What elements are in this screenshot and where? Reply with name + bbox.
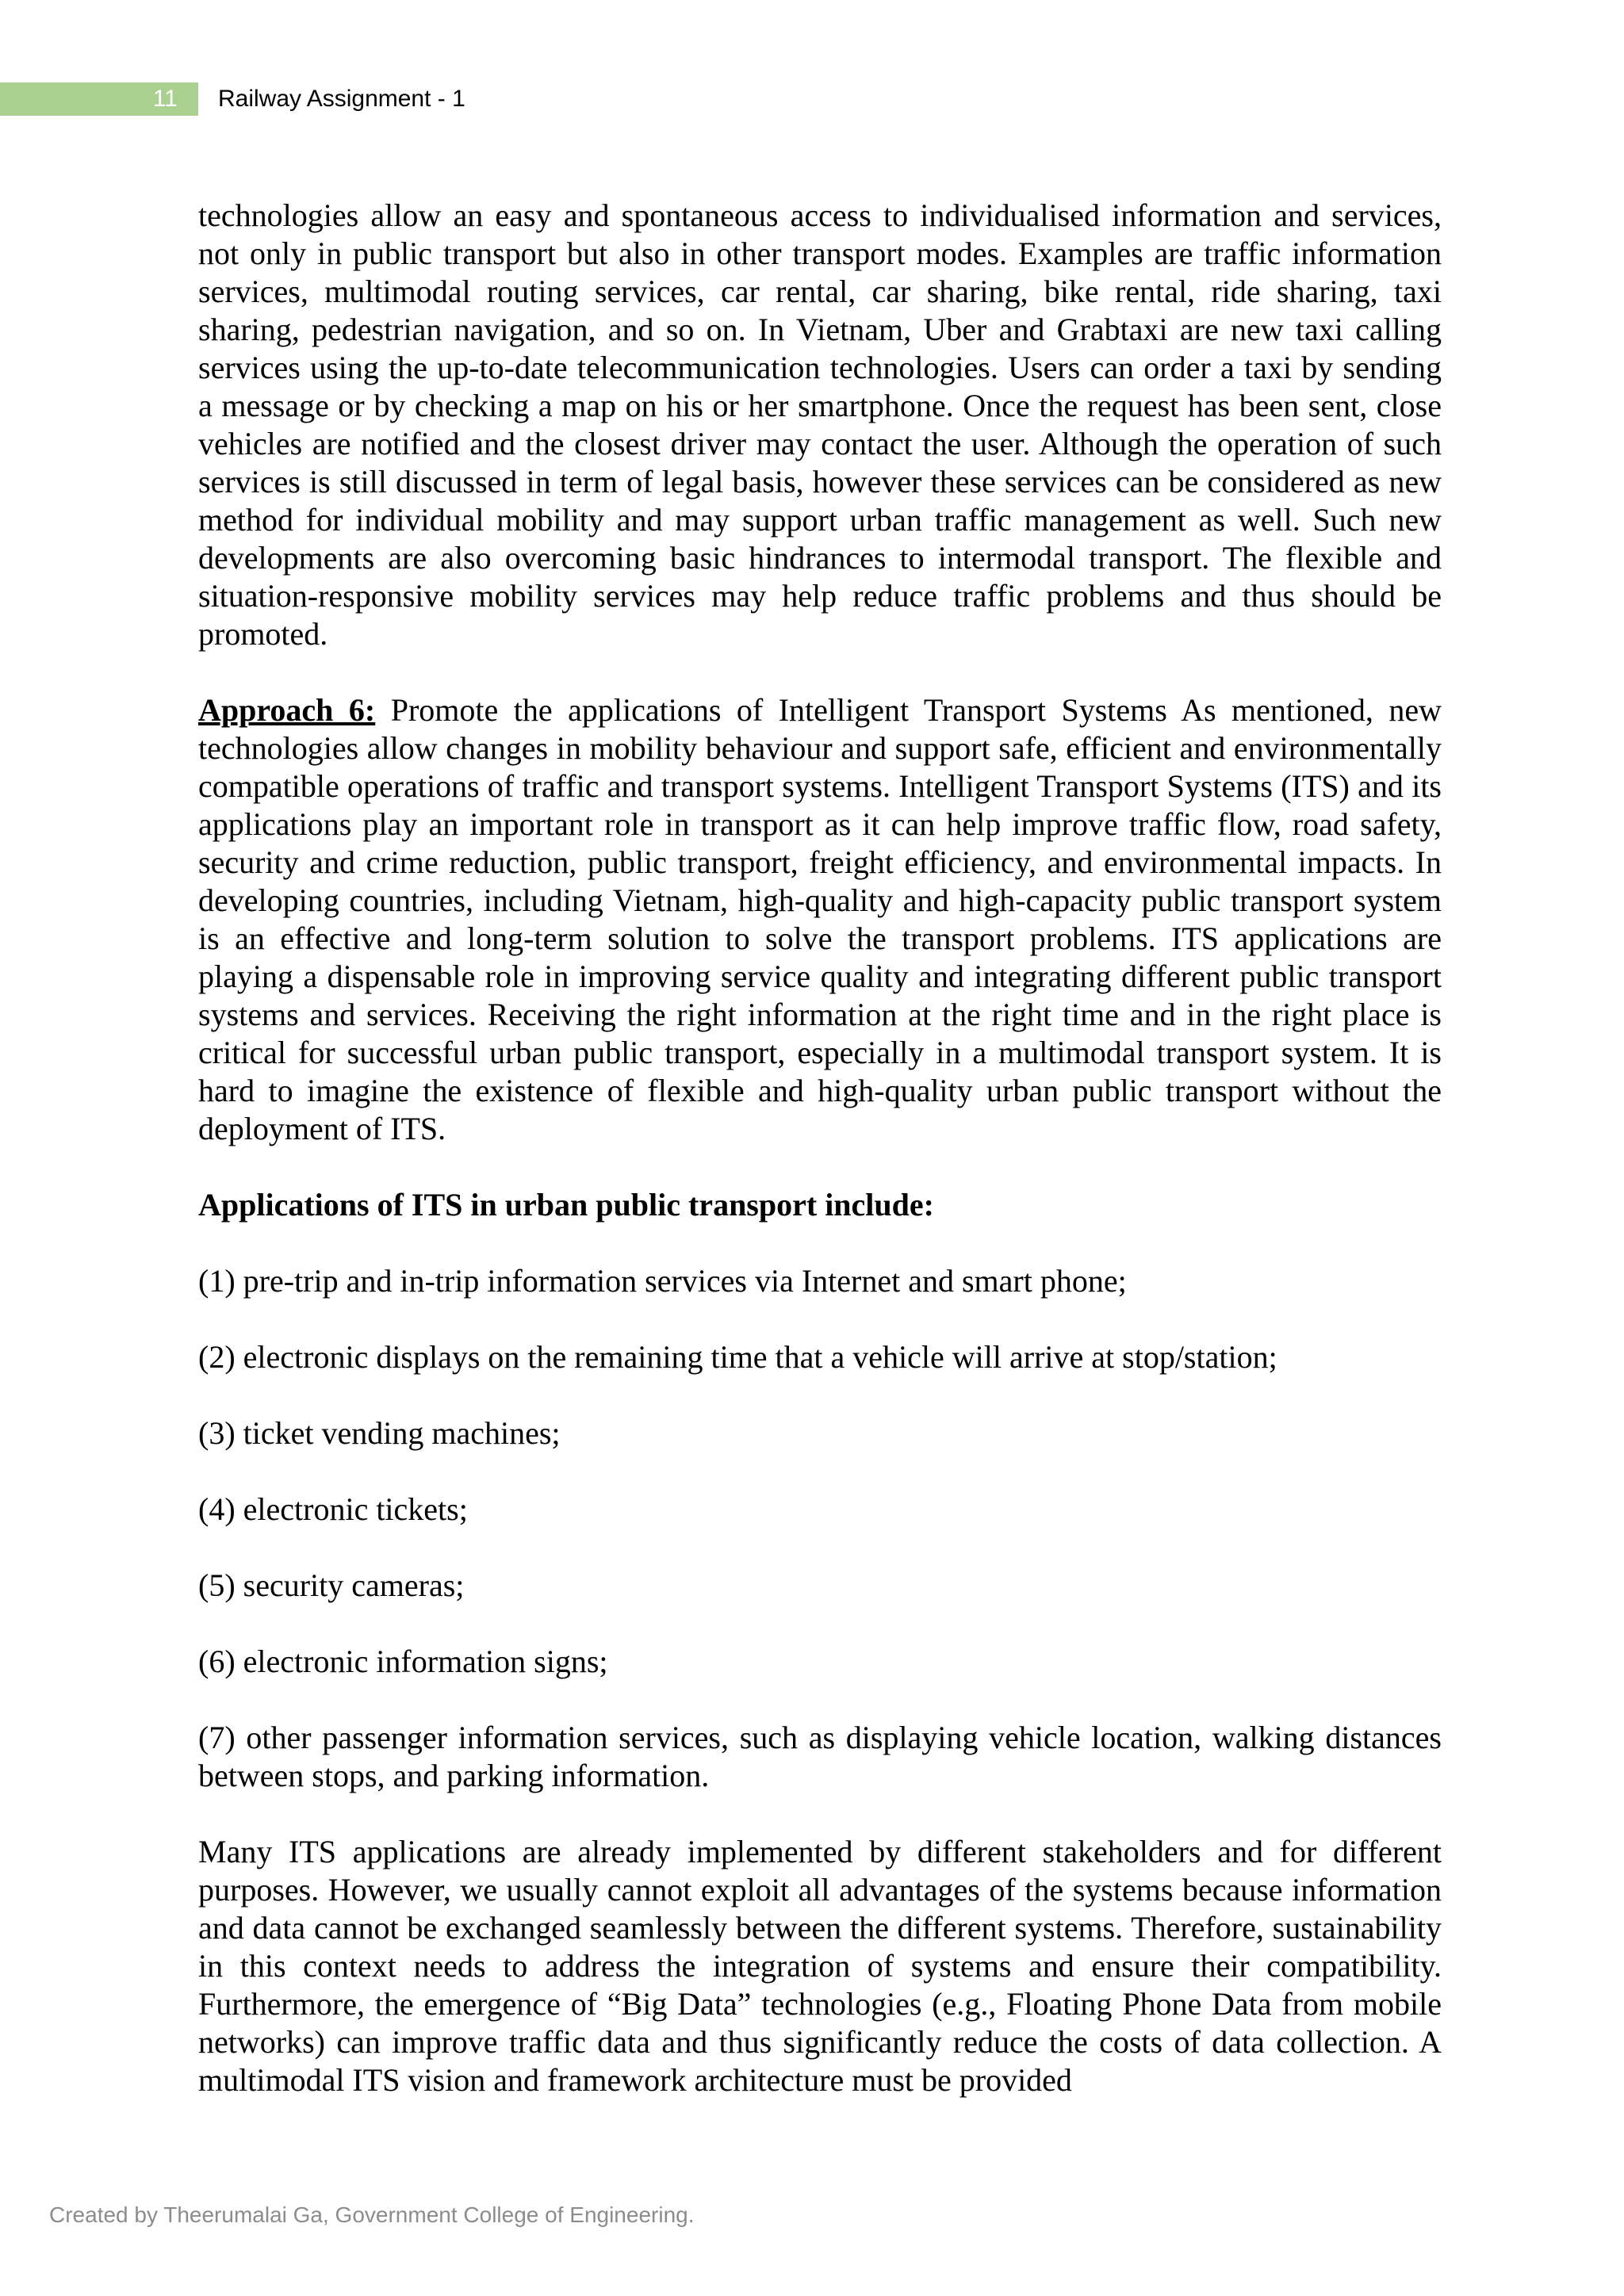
list-item: (4) electronic tickets; [198, 1491, 468, 1527]
page-footer: Created by Theerumalai Ga, Government College of Engineering. [49, 2202, 695, 2227]
list-item: (7) other passenger information services, such as displaying vehicle location, walking distances between stops, and parking information. [198, 1720, 1442, 1793]
approach-label: Approach 6: [198, 692, 376, 728]
list-item: (6) electronic information signs; [198, 1644, 608, 1679]
page-header [0, 82, 555, 116]
list-item: (3) ticket vending machines; [198, 1415, 561, 1451]
page-number: 11 [0, 82, 198, 116]
document-body [198, 197, 1442, 2137]
list-item: (5) security cameras; [198, 1567, 465, 1603]
intro-paragraph: technologies allow an easy and spontaneous access to individualised information and services, not only in public transport but also in other transport modes. Examples are traffic information services, multimodal routing services, car rental, car sharing, bike rental, ride sharing, taxi sharing, pedestrian navigation, and so on. In Vietnam, Uber and Grabtaxi are new taxi calling services using the up-to-date telecommunication technologies. Users can order a taxi by sending a message or by checking a map on his or her smartphone. Once the request has been sent, close vehicles are notified and the closest driver may contact the user. Although the operation of such services is still discussed in term of legal basis, however these services can be considered as new method for individual mobility and may support urban traffic management as well. Such new developments are also overcoming basic hindrances to intermodal transport. The flexible and situation-responsive mobility services may help reduce traffic problems and thus should be promoted. [198, 197, 1442, 652]
header-title: Railway Assignment - 1 [218, 86, 465, 112]
list-item: (1) pre-trip and in-trip information services via Internet and smart phone; [198, 1263, 1127, 1299]
closing-paragraph: Many ITS applications are already implemented by different stakeholders and for different purposes. However, we usually cannot exploit all advantages of the systems because information and data cannot be exchanged seamlessly between the different systems. Therefore, sustainability in this context needs to address the integration of systems and ensure their compatibility. Furthermore, the emergence of “Big Data” technologies (e.g., Floating Phone Data from mobile networks) can improve traffic data and thus significantly reduce the costs of data collection. A multimodal ITS vision and framework architecture must be provided [198, 1834, 1442, 2098]
applications-heading: Applications of ITS in urban public transport include: [198, 1187, 934, 1223]
approach-paragraph [198, 691, 1442, 1148]
applications-list [198, 1262, 1442, 1795]
list-item: (2) electronic displays on the remaining time that a vehicle will arrive at stop/station; [198, 1339, 1277, 1375]
approach-text: Promote the applications of Intelligent Transport Systems As mentioned, new technologies allow changes in mobility behaviour and support safe, efficient and environmentally compatible operations of traffic and transport systems. Intelligent Transport Systems (ITS) and its applications play an important role in transport as it can help improve traffic flow, road safety, security and crime reduction, public transport, freight efficiency, and environmental impacts. In developing countries, including Vietnam, high-quality and high-capacity public transport system is an effective and long-term solution to solve the transport problems. ITS applications are playing a dispensable role in improving service quality and integrating different public transport systems and services. Receiving the right information at the right time and in the right place is critical for successful urban public transport, especially in a multimodal transport system. It is hard to imagine the existence of flexible and high-quality urban public transport without the deployment of ITS. [198, 692, 1442, 1146]
